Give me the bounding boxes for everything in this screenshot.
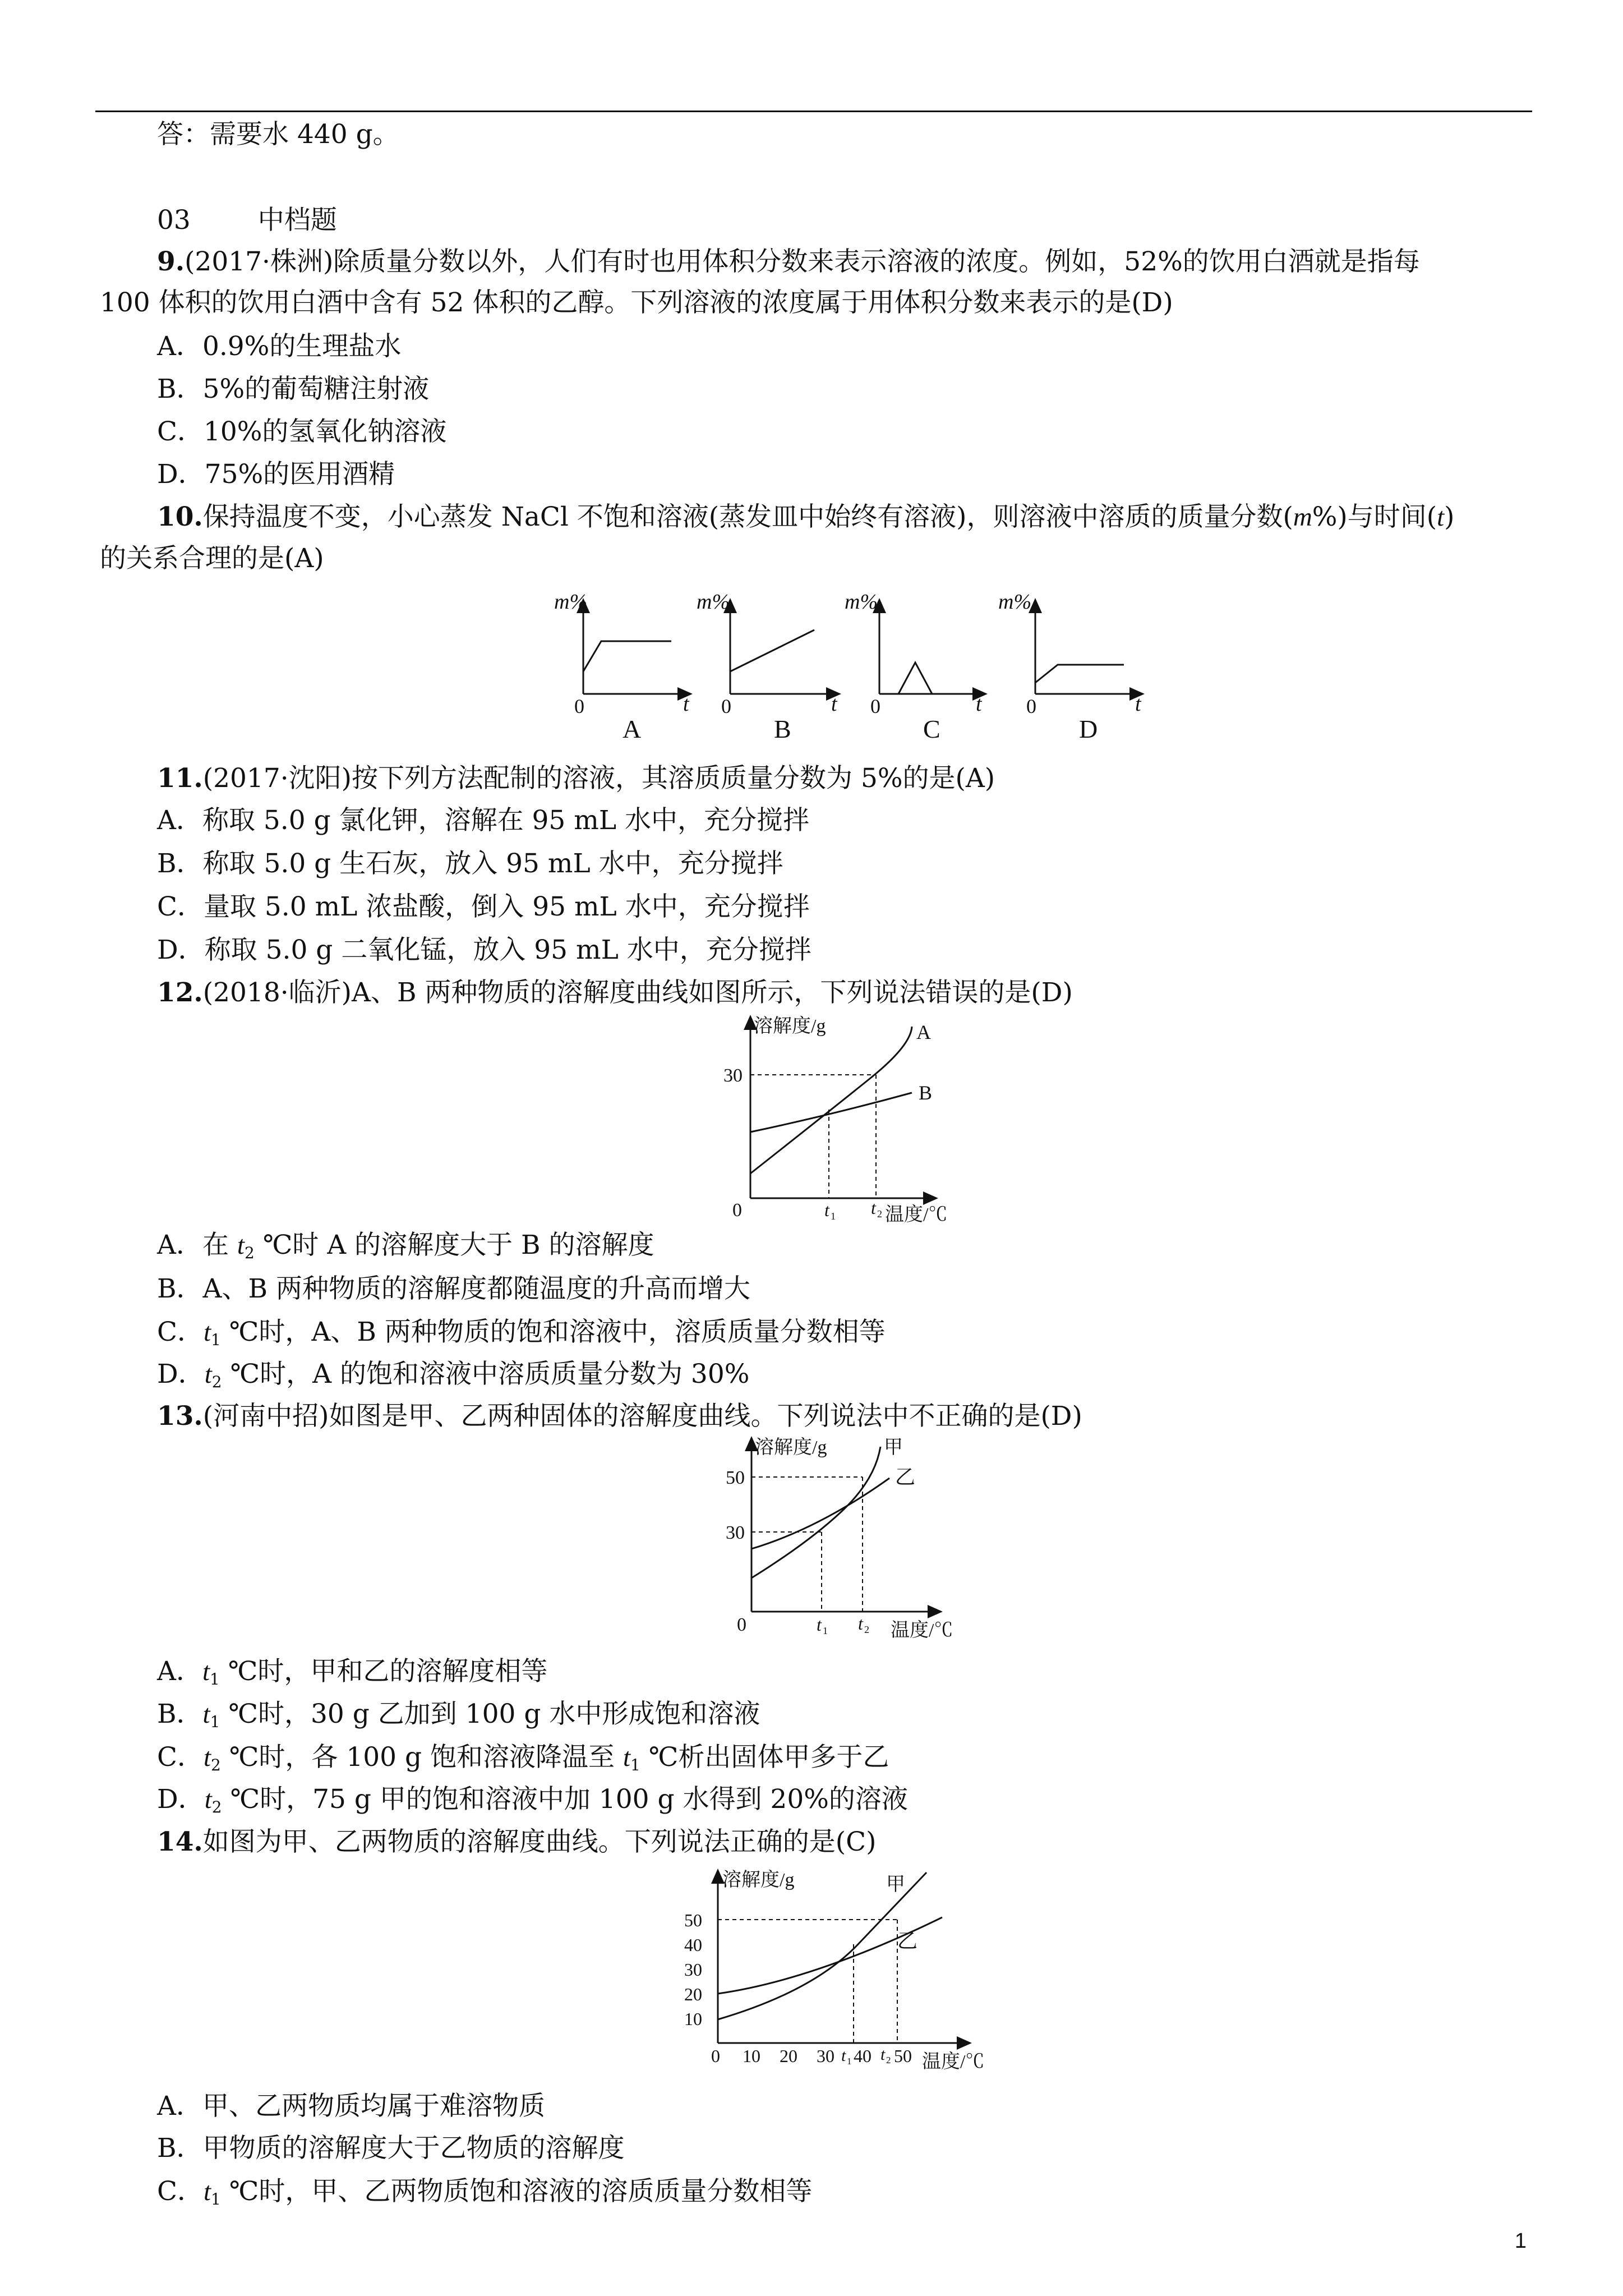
svg-text:1: 1 [823,1625,828,1636]
q13-y-label: 溶解度/g [755,1437,827,1458]
q14-origin: 0 [711,2046,720,2066]
q12-chart [712,1010,981,1223]
q11-option-d: D．称取 5.0 g 二氧化锰，放入 95 mL 水中，充分搅拌 [157,935,811,965]
q12-origin: 0 [732,1200,742,1221]
q9-option-d: D．75%的医用酒精 [157,459,395,490]
q12-y-tick-30: 30 [723,1065,743,1086]
q12-y-label: 溶解度/g [754,1016,826,1037]
q14-option-a: A．甲、乙两物质均属于难溶物质 [157,2091,545,2122]
q10-number: 10. [157,501,203,532]
q9-option-b: B．5%的葡萄糖注射液 [157,374,430,404]
q12-t2: t [871,1198,876,1218]
q10-graph-d [998,590,1143,743]
q13-chart [712,1433,981,1646]
q10-a-x-label: t [683,692,689,716]
q14-curve-yi [718,1917,942,1994]
q14-y-tick-40: 40 [684,1935,702,1955]
q10-d-y-label: m% [998,590,1032,614]
q13-series-jia-label: 甲 [884,1437,903,1458]
q14-chart [673,1862,1021,2087]
q11-stem-line [157,762,995,795]
q14-x-tick-50: 50 [894,2046,912,2066]
q13-x-label: 温度/℃ [891,1620,953,1641]
svg-text:1: 1 [847,2056,852,2067]
q12-curve-b [750,1093,912,1132]
q9-line1 [157,245,1420,279]
page-number: 1 [1514,2229,1527,2253]
q10-d-x-label: t [1135,692,1141,716]
q10-label-c: C [923,715,940,743]
q14-t2: t [880,2045,886,2064]
q10-line1: 10.保持温度不变，小心蒸发 NaCl 不饱和溶液(蒸发皿中始终有溶液)，则溶液中溶质的质量分数(m%)与时间(t) [157,501,1455,532]
q14-stem: 如图为甲、乙两物质的溶解度曲线。下列说法正确的是(C) [202,1826,877,1857]
q14-y-tick-10: 10 [684,2009,702,2029]
q9-number: 9. [157,246,185,277]
q9-line2: 100 体积的饮用白酒中含有 52 体积的乙醇。下列溶液的浓度属于用体积分数来表示的是(D) [100,287,1173,318]
q10-b-origin: 0 [721,695,731,717]
q14-option-c: C．$t_1$ ℃时，甲、乙两物质饱和溶液的溶质质量分数相等 [157,2176,813,2208]
q13-t1: t [817,1614,822,1635]
q14-y-tick-20: 20 [684,1984,702,2004]
q13-curve-yi [751,1478,889,1549]
q10-a-origin: 0 [574,695,584,717]
q14-x-tick-30: 30 [817,2046,834,2066]
q9-option-c: C．10%的氢氧化钠溶液 [157,416,447,447]
q10-c-y-label: m% [845,590,878,614]
q12-stem: (2018·临沂)A、B 两种物质的溶解度曲线如图所示，下列说法错误的是(D) [202,977,1073,1008]
q9-stem: (2017·株洲)除质量分数以外，人们有时也用体积分数来表示溶液的浓度。例如，52%的饮用白酒就是指每 [185,246,1420,277]
q12-option-c: C．$t_1$ ℃时，A、B 两种物质的饱和溶液中，溶质质量分数相等 [157,1317,886,1349]
q12-stem-line [157,976,1073,1010]
svg-text:1: 1 [831,1211,836,1222]
q10-label-d: D [1079,715,1098,743]
q13-stem: (河南中招)如图是甲、乙两种固体的溶解度曲线。下列说法中不正确的是(D) [202,1401,1082,1432]
q14-y-tick-30: 30 [684,1959,702,1980]
section-heading [157,204,337,237]
q13-stem-line [157,1400,1082,1433]
section-number: 03 [157,205,191,236]
q13-option-c: C．$t_2$ ℃时，各 100 g 饱和溶液降温至 $t_1$ ℃析出固体甲多于乙 [157,1742,889,1774]
svg-text:2: 2 [886,2055,891,2065]
q10-line2: 的关系合理的是(A) [100,543,324,574]
q14-x-tick-20: 20 [780,2046,797,2066]
q11-number: 11. [157,763,203,794]
q12-number: 12. [157,977,203,1008]
q13-origin: 0 [737,1614,746,1635]
q14-y-label: 溶解度/g [722,1870,795,1890]
q10-graphs [527,586,1161,754]
q13-y-tick-50: 50 [726,1467,745,1488]
q13-series-yi-label: 乙 [895,1466,916,1488]
q14-option-b: B．甲物质的溶解度大于乙物质的溶解度 [157,2133,625,2164]
q10-b-x-label: t [831,692,837,716]
q10-label-a: A [623,715,642,743]
q13-y-tick-30: 30 [726,1522,745,1543]
q14-number: 14. [157,1826,203,1857]
q14-y-tick-50: 50 [684,1910,702,1930]
q10-graph-b [697,590,840,743]
q13-curve-jia [751,1447,880,1578]
q10-d-origin: 0 [1026,695,1036,717]
q13-option-d: D．$t_2$ ℃时，75 g 甲的饱和溶液中加 100 g 水得到 20%的溶液 [157,1784,908,1816]
q10-graph-c [845,590,986,743]
header-rule [95,111,1532,112]
q10-c-x-label: t [976,692,982,716]
q13-t2: t [858,1613,863,1634]
section-title: 中档题 [257,205,337,236]
q14-t1: t [841,2046,846,2065]
q10-c-origin: 0 [870,695,880,717]
q10-a-y-label: m% [554,590,588,614]
q11-option-b: B．称取 5.0 g 生石灰，放入 95 mL 水中，充分搅拌 [157,848,783,879]
svg-text:2: 2 [877,1208,882,1220]
q11-option-a: A．称取 5.0 g 氯化钾，溶解在 95 mL 水中，充分搅拌 [157,805,809,836]
q10-graph-a [554,590,691,743]
q12-option-a: A．在 $t_2$ ℃时 A 的溶解度大于 B 的溶解度 [157,1230,654,1262]
q14-x-tick-40: 40 [854,2046,872,2066]
q12-option-b: B．A、B 两种物质的溶解度都随温度的升高而增大 [157,1273,750,1304]
answer-line: 答：需要水 440 g。 [157,119,399,150]
q12-t1: t [824,1200,829,1220]
q13-option-a: A．$t_1$ ℃时，甲和乙的溶解度相等 [157,1656,548,1688]
q13-number: 13. [157,1401,203,1432]
q12-x-label: 温度/℃ [885,1204,948,1223]
q12-series-a-label: A [916,1021,931,1043]
q14-x-tick-10: 10 [743,2046,760,2066]
q9-option-a: A．0.9%的生理盐水 [157,331,402,362]
q10-b-y-label: m% [697,590,730,614]
q11-stem: (2017·沈阳)按下列方法配制的溶液，其溶质质量分数为 5%的是(A) [202,763,995,794]
q14-x-label: 温度/℃ [922,2051,985,2072]
q14-series-jia-label: 甲 [886,1874,905,1895]
q12-option-d: D．$t_2$ ℃时，A 的饱和溶液中溶质质量分数为 30% [157,1359,750,1391]
q12-series-b-label: B [919,1082,933,1104]
svg-text:2: 2 [864,1624,869,1635]
q14-stem-line [157,1825,876,1859]
q11-option-c: C．量取 5.0 mL 浓盐酸，倒入 95 mL 水中，充分搅拌 [157,891,810,922]
q10-label-b: B [774,715,791,743]
q13-option-b: B．$t_1$ ℃时，30 g 乙加到 100 g 水中形成饱和溶液 [157,1699,760,1731]
q14-series-yi-label: 乙 [897,1930,918,1952]
